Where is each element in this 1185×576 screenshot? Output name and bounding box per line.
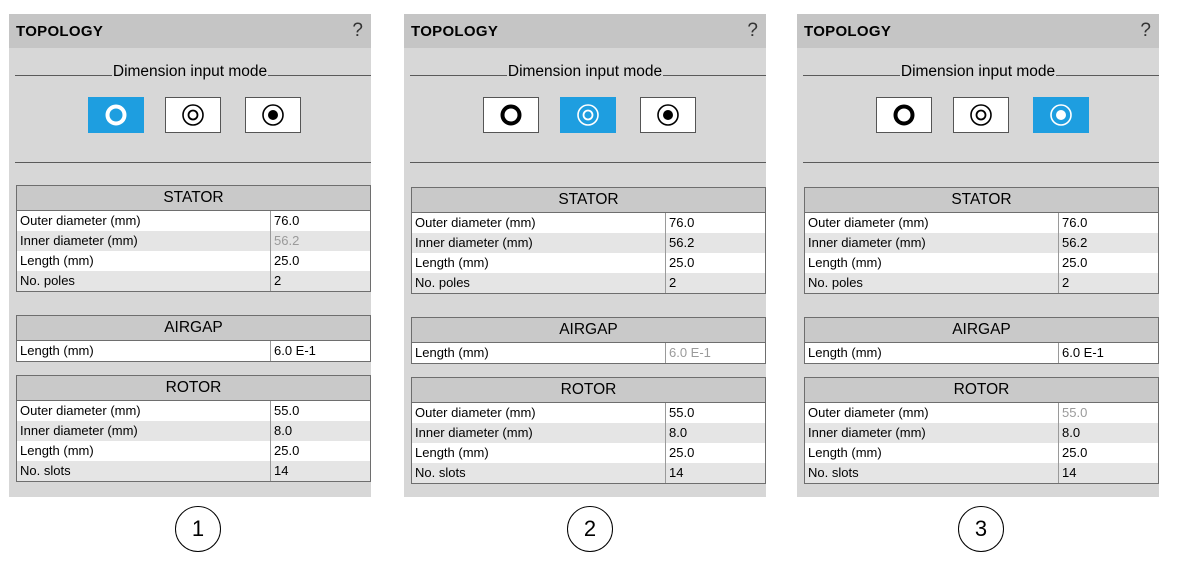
param-label: Length (mm)	[17, 251, 271, 271]
topology-panel	[404, 14, 766, 497]
mode-group	[797, 63, 1159, 81]
topology-panel	[797, 14, 1159, 497]
table-row	[412, 273, 765, 293]
rotor-table	[16, 375, 371, 482]
stator-table	[16, 185, 371, 292]
param-label: Length (mm)	[412, 443, 666, 463]
param-label: Length (mm)	[17, 441, 271, 461]
param-value-field[interactable]: 25.0	[274, 443, 300, 458]
table-row	[805, 273, 1158, 293]
param-value-field[interactable]: 56.2	[1062, 235, 1088, 250]
table-row	[805, 253, 1158, 273]
table-row	[412, 343, 765, 363]
table-row	[17, 401, 370, 421]
param-label: Inner diameter (mm)	[805, 423, 1059, 443]
panel-header	[797, 14, 1159, 48]
table-row	[805, 463, 1158, 483]
param-value-field[interactable]: 2	[669, 275, 677, 290]
mode-button-2[interactable]	[560, 97, 616, 133]
param-label: Inner diameter (mm)	[412, 423, 666, 443]
param-value-field[interactable]: 76.0	[1062, 215, 1088, 230]
panel-title: TOPOLOGY	[804, 23, 892, 40]
param-value-field[interactable]: 76.0	[669, 215, 695, 230]
param-value-field[interactable]: 14	[1062, 465, 1077, 480]
ring-outer-diameter-icon	[891, 102, 917, 128]
param-label: Inner diameter (mm)	[17, 421, 271, 441]
mode-group-label: Dimension input mode	[900, 63, 1056, 80]
param-label: Outer diameter (mm)	[17, 401, 271, 421]
table-row	[17, 341, 370, 361]
table-row	[17, 271, 370, 291]
divider	[803, 162, 1159, 163]
param-value-field[interactable]: 6.0 E-1	[274, 343, 316, 358]
ring-outer-diameter-icon	[103, 102, 129, 128]
stator-section-header: STATOR	[412, 188, 765, 213]
param-value-field[interactable]: 6.0 E-1	[1062, 345, 1104, 360]
param-label: No. poles	[412, 273, 666, 293]
param-value-field[interactable]: 2	[1062, 275, 1070, 290]
table-row	[412, 213, 765, 233]
table-row	[412, 253, 765, 273]
ring-inner-diameter-icon	[260, 102, 286, 128]
mode-button-1[interactable]	[483, 97, 539, 133]
stator-table	[411, 187, 766, 294]
panel-header	[9, 14, 371, 48]
ring-inner-diameter-icon	[1048, 102, 1074, 128]
ring-middle-diameter-icon	[968, 102, 994, 128]
table-row	[412, 443, 765, 463]
param-value-field[interactable]: 25.0	[669, 255, 695, 270]
param-value-field[interactable]: 55.0	[669, 405, 695, 420]
param-value-field[interactable]: 8.0	[669, 425, 688, 440]
param-value-field[interactable]: 8.0	[1062, 425, 1081, 440]
param-value-field[interactable]: 2	[274, 273, 282, 288]
param-value-field: 6.0 E-1	[669, 345, 711, 360]
table-row	[17, 421, 370, 441]
param-label: Outer diameter (mm)	[412, 403, 666, 423]
airgap-table	[411, 317, 766, 364]
param-label: Outer diameter (mm)	[805, 213, 1059, 233]
help-icon[interactable]: ?	[352, 20, 363, 41]
panel-title: TOPOLOGY	[411, 23, 499, 40]
param-value-field[interactable]: 56.2	[669, 235, 695, 250]
table-row	[412, 423, 765, 443]
mode-group	[9, 63, 371, 81]
help-icon[interactable]: ?	[747, 20, 758, 41]
airgap-section-header: AIRGAP	[412, 318, 765, 343]
param-value-field: 56.2	[274, 233, 300, 248]
param-label: No. slots	[412, 463, 666, 483]
stator-section-header: STATOR	[17, 186, 370, 211]
mode-group-label: Dimension input mode	[112, 63, 268, 80]
ring-outer-diameter-icon	[498, 102, 524, 128]
table-row	[805, 403, 1158, 423]
ring-middle-diameter-icon	[180, 102, 206, 128]
param-value-field[interactable]: 25.0	[1062, 445, 1088, 460]
param-label: Length (mm)	[412, 253, 666, 273]
param-label: Length (mm)	[805, 343, 1059, 363]
step-number-badge: 3	[958, 506, 1004, 552]
mode-button-3[interactable]	[640, 97, 696, 133]
table-row	[412, 463, 765, 483]
mode-group-label: Dimension input mode	[507, 63, 663, 80]
table-row	[17, 461, 370, 481]
table-row	[17, 251, 370, 271]
table-row	[805, 213, 1158, 233]
table-row	[805, 443, 1158, 463]
table-row	[412, 403, 765, 423]
rotor-section-header: ROTOR	[412, 378, 765, 403]
rotor-table	[804, 377, 1159, 484]
rotor-section-header: ROTOR	[805, 378, 1158, 403]
mode-button-3[interactable]	[1033, 97, 1089, 133]
param-value-field[interactable]: 25.0	[669, 445, 695, 460]
rotor-section-header: ROTOR	[17, 376, 370, 401]
param-value-field[interactable]: 8.0	[274, 423, 293, 438]
table-row	[805, 423, 1158, 443]
airgap-section-header: AIRGAP	[17, 316, 370, 341]
param-label: No. slots	[17, 461, 271, 481]
param-label: Inner diameter (mm)	[805, 233, 1059, 253]
panel-header	[404, 14, 766, 48]
param-value-field[interactable]: 76.0	[274, 213, 300, 228]
airgap-table	[804, 317, 1159, 364]
stator-section-header: STATOR	[805, 188, 1158, 213]
table-row	[17, 231, 370, 251]
param-value-field[interactable]: 14	[669, 465, 684, 480]
ring-inner-diameter-icon	[655, 102, 681, 128]
ring-middle-diameter-icon	[575, 102, 601, 128]
step-number-badge: 2	[567, 506, 613, 552]
table-row	[805, 343, 1158, 363]
param-value-field: 55.0	[1062, 405, 1088, 420]
mode-button-3[interactable]	[245, 97, 301, 133]
table-row	[412, 233, 765, 253]
step-number-badge: 1	[175, 506, 221, 552]
mode-button-1[interactable]	[876, 97, 932, 133]
airgap-table	[16, 315, 371, 362]
table-row	[805, 233, 1158, 253]
param-label: Length (mm)	[17, 341, 271, 361]
param-value-field[interactable]: 14	[274, 463, 289, 478]
param-label: Outer diameter (mm)	[412, 213, 666, 233]
table-row	[17, 441, 370, 461]
airgap-section-header: AIRGAP	[805, 318, 1158, 343]
panel-title: TOPOLOGY	[16, 23, 104, 40]
param-label: Length (mm)	[805, 253, 1059, 273]
param-label: Inner diameter (mm)	[17, 231, 271, 251]
mode-button-2[interactable]	[165, 97, 221, 133]
param-value-field[interactable]: 25.0	[274, 253, 300, 268]
param-label: Length (mm)	[805, 443, 1059, 463]
topology-panel	[9, 14, 371, 497]
param-value-field[interactable]: 25.0	[1062, 255, 1088, 270]
param-label: Length (mm)	[412, 343, 666, 363]
help-icon[interactable]: ?	[1140, 20, 1151, 41]
mode-button-2[interactable]	[953, 97, 1009, 133]
stator-table	[804, 187, 1159, 294]
param-label: No. slots	[805, 463, 1059, 483]
param-label: No. poles	[805, 273, 1059, 293]
param-label: No. poles	[17, 271, 271, 291]
mode-button-1[interactable]	[88, 97, 144, 133]
param-label: Inner diameter (mm)	[412, 233, 666, 253]
divider	[15, 162, 371, 163]
param-value-field[interactable]: 55.0	[274, 403, 300, 418]
divider	[410, 162, 766, 163]
mode-group	[404, 63, 766, 81]
param-label: Outer diameter (mm)	[17, 211, 271, 231]
param-label: Outer diameter (mm)	[805, 403, 1059, 423]
rotor-table	[411, 377, 766, 484]
table-row	[17, 211, 370, 231]
